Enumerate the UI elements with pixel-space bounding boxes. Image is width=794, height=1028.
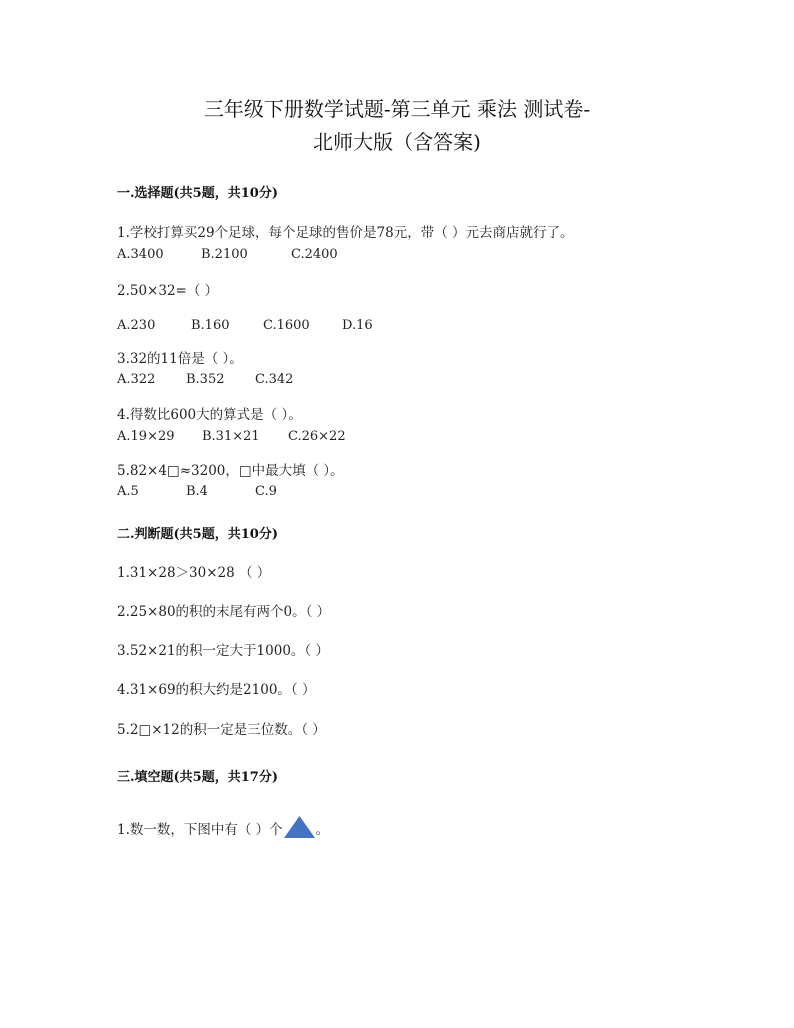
section2-question-1: 1.31×28＞30×28 （ ） (117, 565, 271, 581)
option-b: B.2100 (201, 247, 248, 262)
option-c: C.2400 (291, 247, 338, 262)
option-c: C.1600 (263, 318, 310, 333)
section1-question-4-options (117, 428, 346, 446)
option-d: D.16 (342, 318, 373, 333)
document-title-line1: 三年级下册数学试题-第三单元 乘法 测试卷- (203, 97, 591, 121)
section2-question-4: 4.31×69的积大约是2100。（ ） (117, 682, 316, 698)
section2-question-3: 3.52×21的积一定大于1000。（ ） (117, 643, 329, 659)
section1-question-3-options (117, 371, 293, 389)
section2-question-5: 5.2□×12的积一定是三位数。（ ） (117, 722, 326, 738)
section2-question-2: 2.25×80的积的末尾有两个0。（ ） (117, 604, 331, 620)
section1-question-2: 2.50×32=（ ） (117, 283, 219, 299)
section1-question-5: 5.82×4□≈3200，□中最大填（ ）。 (117, 463, 344, 479)
section1-question-3: 3.32的11倍是（ ）。 (117, 351, 243, 367)
option-b: B.352 (186, 372, 225, 387)
section1-question-2-options (117, 317, 373, 335)
document-title-line2: 北师大版（含答案) (313, 130, 481, 154)
option-b: B.160 (191, 318, 230, 333)
option-c: C.26×22 (288, 429, 346, 444)
section1-question-1: 1.学校打算买29个足球，每个足球的售价是78元，带（ ）元去商店就行了。 (117, 225, 574, 241)
section3-heading: 三.填空题(共5题，共17分) (117, 770, 278, 785)
section3-question-1-text: 1.数一数，下图中有（ ）个 (117, 822, 283, 838)
section1-question-1-options (117, 246, 338, 264)
section3-question-1 (117, 816, 329, 843)
option-a: A.19×29 (117, 429, 175, 444)
section1-question-4: 4.得数比600大的算式是（ ）。 (117, 407, 302, 423)
option-a: A.3400 (117, 247, 164, 262)
option-a: A.5 (117, 484, 139, 499)
section1-heading: 一.选择题(共5题，共10分) (117, 186, 278, 201)
triangle-icon (284, 816, 315, 843)
option-b: B.4 (186, 484, 208, 499)
section1-question-5-options (117, 483, 277, 501)
option-a: A.230 (117, 318, 156, 333)
option-c: C.9 (255, 484, 277, 499)
option-c: C.342 (255, 372, 294, 387)
option-a: A.322 (117, 372, 156, 387)
section2-heading: 二.判断题(共5题，共10分) (117, 527, 278, 542)
option-b: B.31×21 (202, 429, 260, 444)
section3-question-1-suffix: 。 (315, 822, 330, 838)
